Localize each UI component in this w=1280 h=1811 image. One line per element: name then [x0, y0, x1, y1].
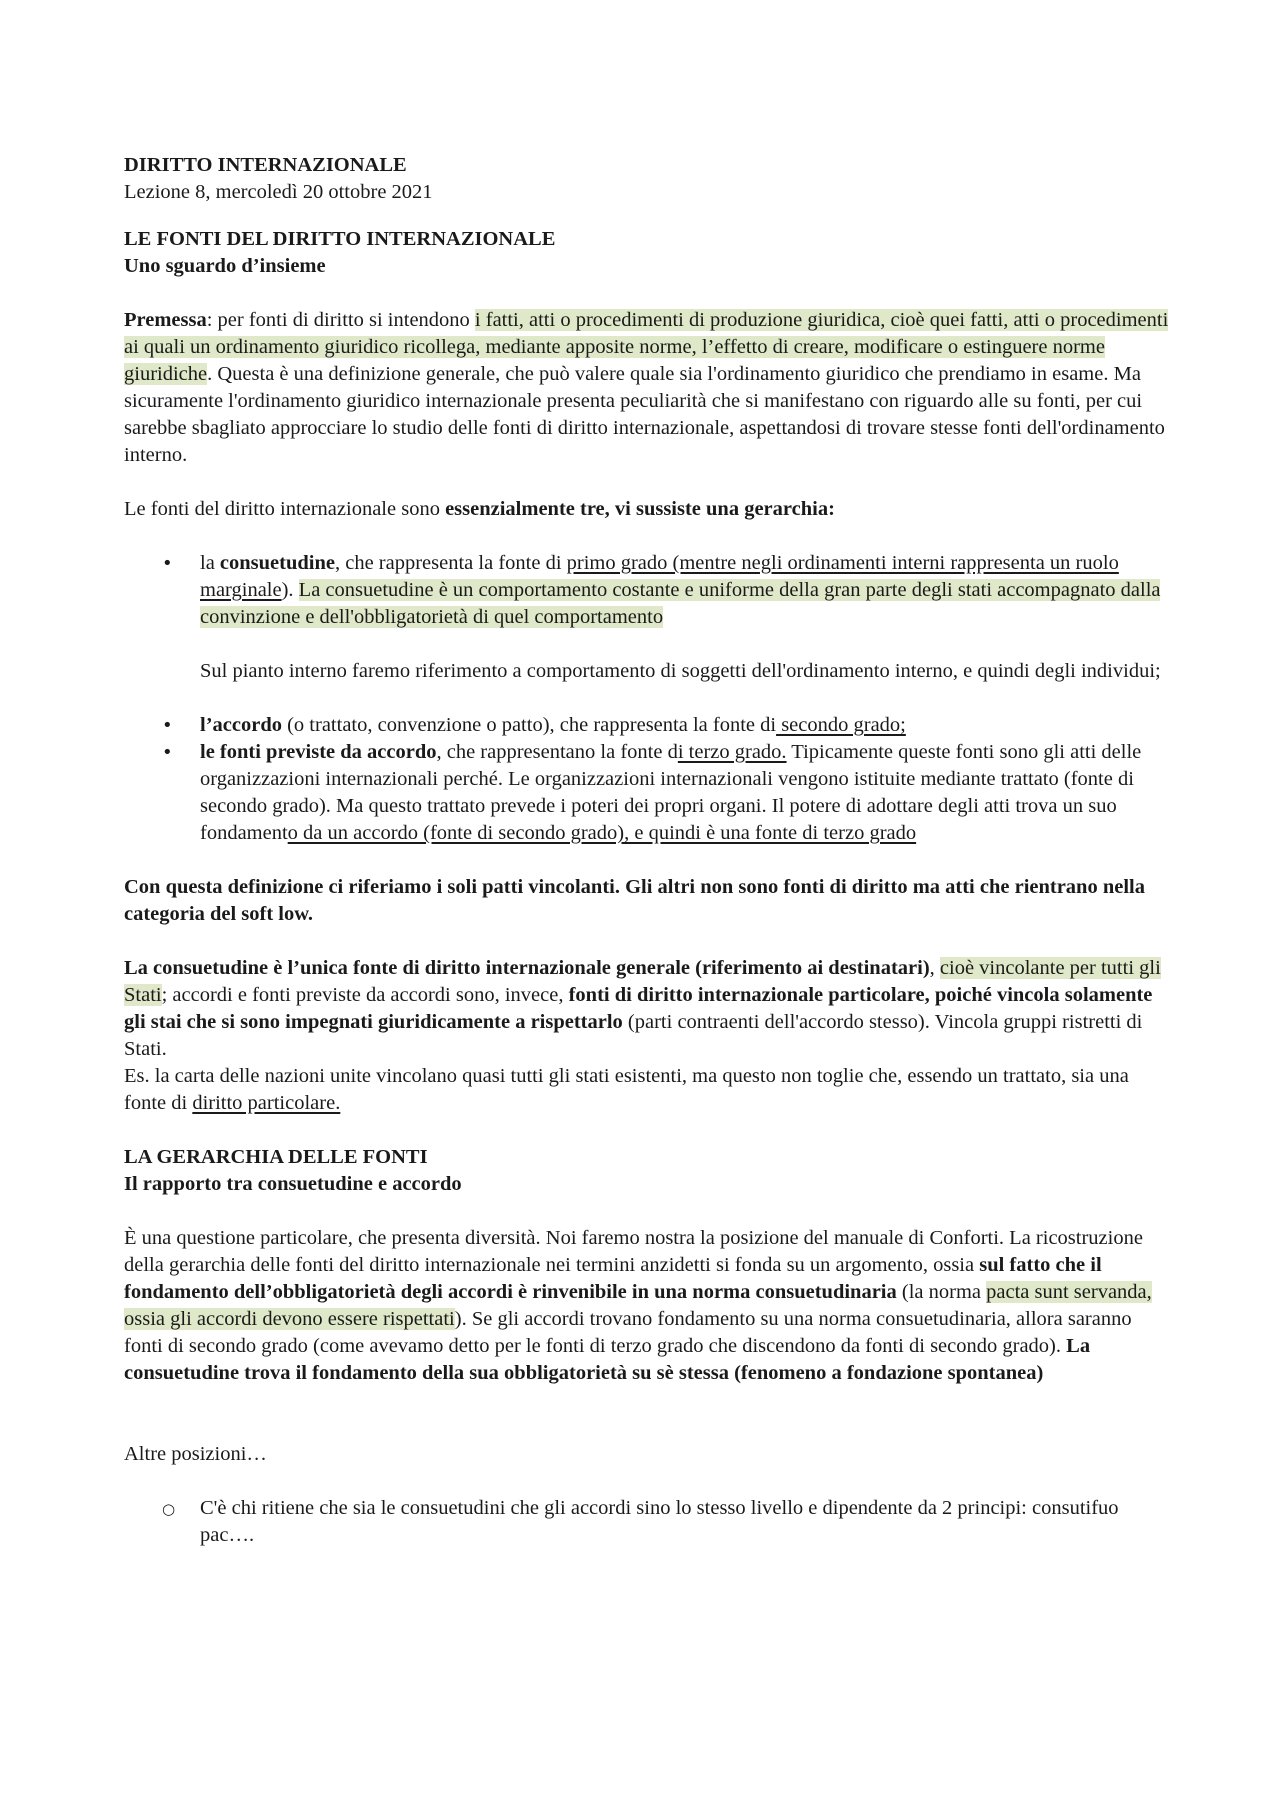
list-item-consuetudine: • la consuetudine, che rappresenta la fonte di primo grado (mentre negli ordinamenti interni rappresenta un ruolo marginale). La consuetudine è un comportamento costante e uniforme della gran parte degli stati accompagnato dalla convinzione e dell'obbligatorietà di quel comportamento Sul pianto interno faremo riferimento a comportamento di soggetti dell'ordinamento interno, e quindi degli individui;: [200, 550, 1170, 685]
lesson-date: Lezione 8, mercoledì 20 ottobre 2021: [124, 181, 433, 203]
soft-law-paragraph: Con questa definizione ci riferiamo i soli patti vincolanti. Gli altri non sono fonti di diritto ma atti che rientrano nella categoria del soft low.: [124, 876, 1145, 925]
altre-posizioni-list: [124, 1495, 1170, 1549]
section-heading-fonti: [124, 226, 1170, 280]
highlight-consuetudine: La consuetudine è un comportamento costante e uniforme della gran parte degli stati accompagnato dalla convinzione e dell'obbligatorietà di quel comportamento: [200, 579, 1161, 628]
underlined-text: diritto particolare.: [192, 1092, 341, 1114]
section-heading-gerarchia: [124, 1144, 1170, 1198]
fonti-intro-paragraph: Le fonti del diritto internazionale sono essenzialmente tre, vi sussiste una gerarchia:: [124, 498, 835, 520]
fonti-list: [124, 550, 1170, 847]
altre-posizioni-label: Altre posizioni…: [124, 1443, 267, 1465]
premessa-label: Premessa: [124, 309, 207, 331]
gerarchia-paragraph: È una questione particolare, che presenta diversità. Noi faremo nostra la posizione del manuale di Conforti. La ricostruzione della gerarchia delle fonti del diritto internazionale nei termini anzidetti si fonda su un argomento, ossia sul fatto che il fondamento dell’obbligatorietà degli accordi è rinvenibile in una norma consuetudinaria (la norma pacta sunt servanda, ossia gli accordi devono essere rispettati). Se gli accordi trovano fondamento su una norma consuetudinaria, allora saranno fonti di secondo grado (come avevamo detto per le fonti di terzo grado che discendono da fonti di secondo grado). La consuetudine trova il fondamento della sua obbligatorietà su sè stessa (fenomeno a fondazione spontanea): [124, 1227, 1152, 1384]
consuetudine-paragraph: La consuetudine è l’unica fonte di diritto internazionale generale (riferimento ai destinatari), cioè vincolante per tutti gli Stati; accordi e fonti previste da accordi sono, invece, fonti di diritto internazionale particolare, poiché vincola solamente gli stai che si sono impegnati giuridicamente a rispettarlo (parti contraenti dell'accordo stesso). Vincola gruppi ristretti di Stati. Es. la carta delle nazioni unite vincolano quasi tutti gli stati esistenti, ma questo non toglie che, essendo un trattato, sia una fonte di diritto particolare.: [124, 957, 1161, 1114]
list-item-note: Sul pianto interno faremo riferimento a comportamento di soggetti dell'ordinamento interno, e quindi degli individui;: [200, 660, 1161, 682]
highlight-vincolante: cioè vincolante per tutti gli Stati: [124, 957, 1161, 1006]
section-subtitle: Uno sguardo d’insieme: [124, 255, 326, 277]
underlined-text: i terzo grado.: [677, 741, 787, 763]
list-item-accordo: • l’accordo (o trattato, convenzione o patto), che rappresenta la fonte di secondo grado;: [200, 712, 1170, 739]
section-title: LE FONTI DEL DIRITTO INTERNAZIONALE: [124, 228, 556, 250]
list-item: ○ C'è chi ritiene che sia le consuetudini che gli accordi sino lo stesso livello e dipendente da 2 principi: consutifuo pac….: [200, 1495, 1170, 1549]
underlined-text: o da un accordo (fonte di secondo grado), e quindi è una fonte di terzo grado: [287, 822, 917, 844]
underlined-text: secondo grado;: [776, 714, 906, 736]
highlight-definition: i fatti, atti o procedimenti di produzione giuridica, cioè quei fatti, atti o procedimenti ai quali un ordinamento giuridico ricollega, mediante apposite norme, l’effetto di creare, modificare o estinguere norme giuridiche: [124, 309, 1169, 385]
section-subtitle: Il rapporto tra consuetudine e accordo: [124, 1173, 462, 1195]
underlined-text: primo grado (mentre negli ordinamenti interni rappresenta un ruolo marginale: [200, 552, 1119, 601]
course-title: DIRITTO INTERNAZIONALE: [124, 154, 407, 176]
premessa-paragraph: Premessa: per fonti di diritto si intendono i fatti, atti o procedimenti di produzione giuridica, cioè quei fatti, atti o procedimenti ai quali un ordinamento giuridico ricollega, mediante apposite norme, l’effetto di creare, modificare o estinguere norme giuridiche. Questa è una definizione generale, che può valere quale sia l'ordinamento giuridico che prendiamo in esame. Ma sicuramente l'ordinamento giuridico internazionale presenta peculiarità che si manifestano con riguardo alle su fonti, per cui sarebbe sbagliato approcciare lo studio delle fonti di diritto internazionale, aspettandosi di trovare stesse fonti dell'ordinamento interno.: [124, 309, 1169, 466]
list-item-fonti-previste: • le fonti previste da accordo, che rappresentano la fonte di terzo grado. Tipicamente queste fonti sono gli atti delle organizzazioni internazionali perché. Le organizzazioni internazionali vengono istituite mediante trattato (fonte di secondo grado). Ma questo trattato prevede i poteri dei propri organi. Il potere di adottare degli atti trova un suo fondamento da un accordo (fonte di secondo grado), e quindi è una fonte di terzo grado: [200, 739, 1170, 847]
highlight-pacta: pacta sunt servanda, ossia gli accordi devono essere rispettati: [124, 1281, 1152, 1330]
section-title: LA GERARCHIA DELLE FONTI: [124, 1146, 428, 1168]
document-header: [124, 152, 1170, 206]
